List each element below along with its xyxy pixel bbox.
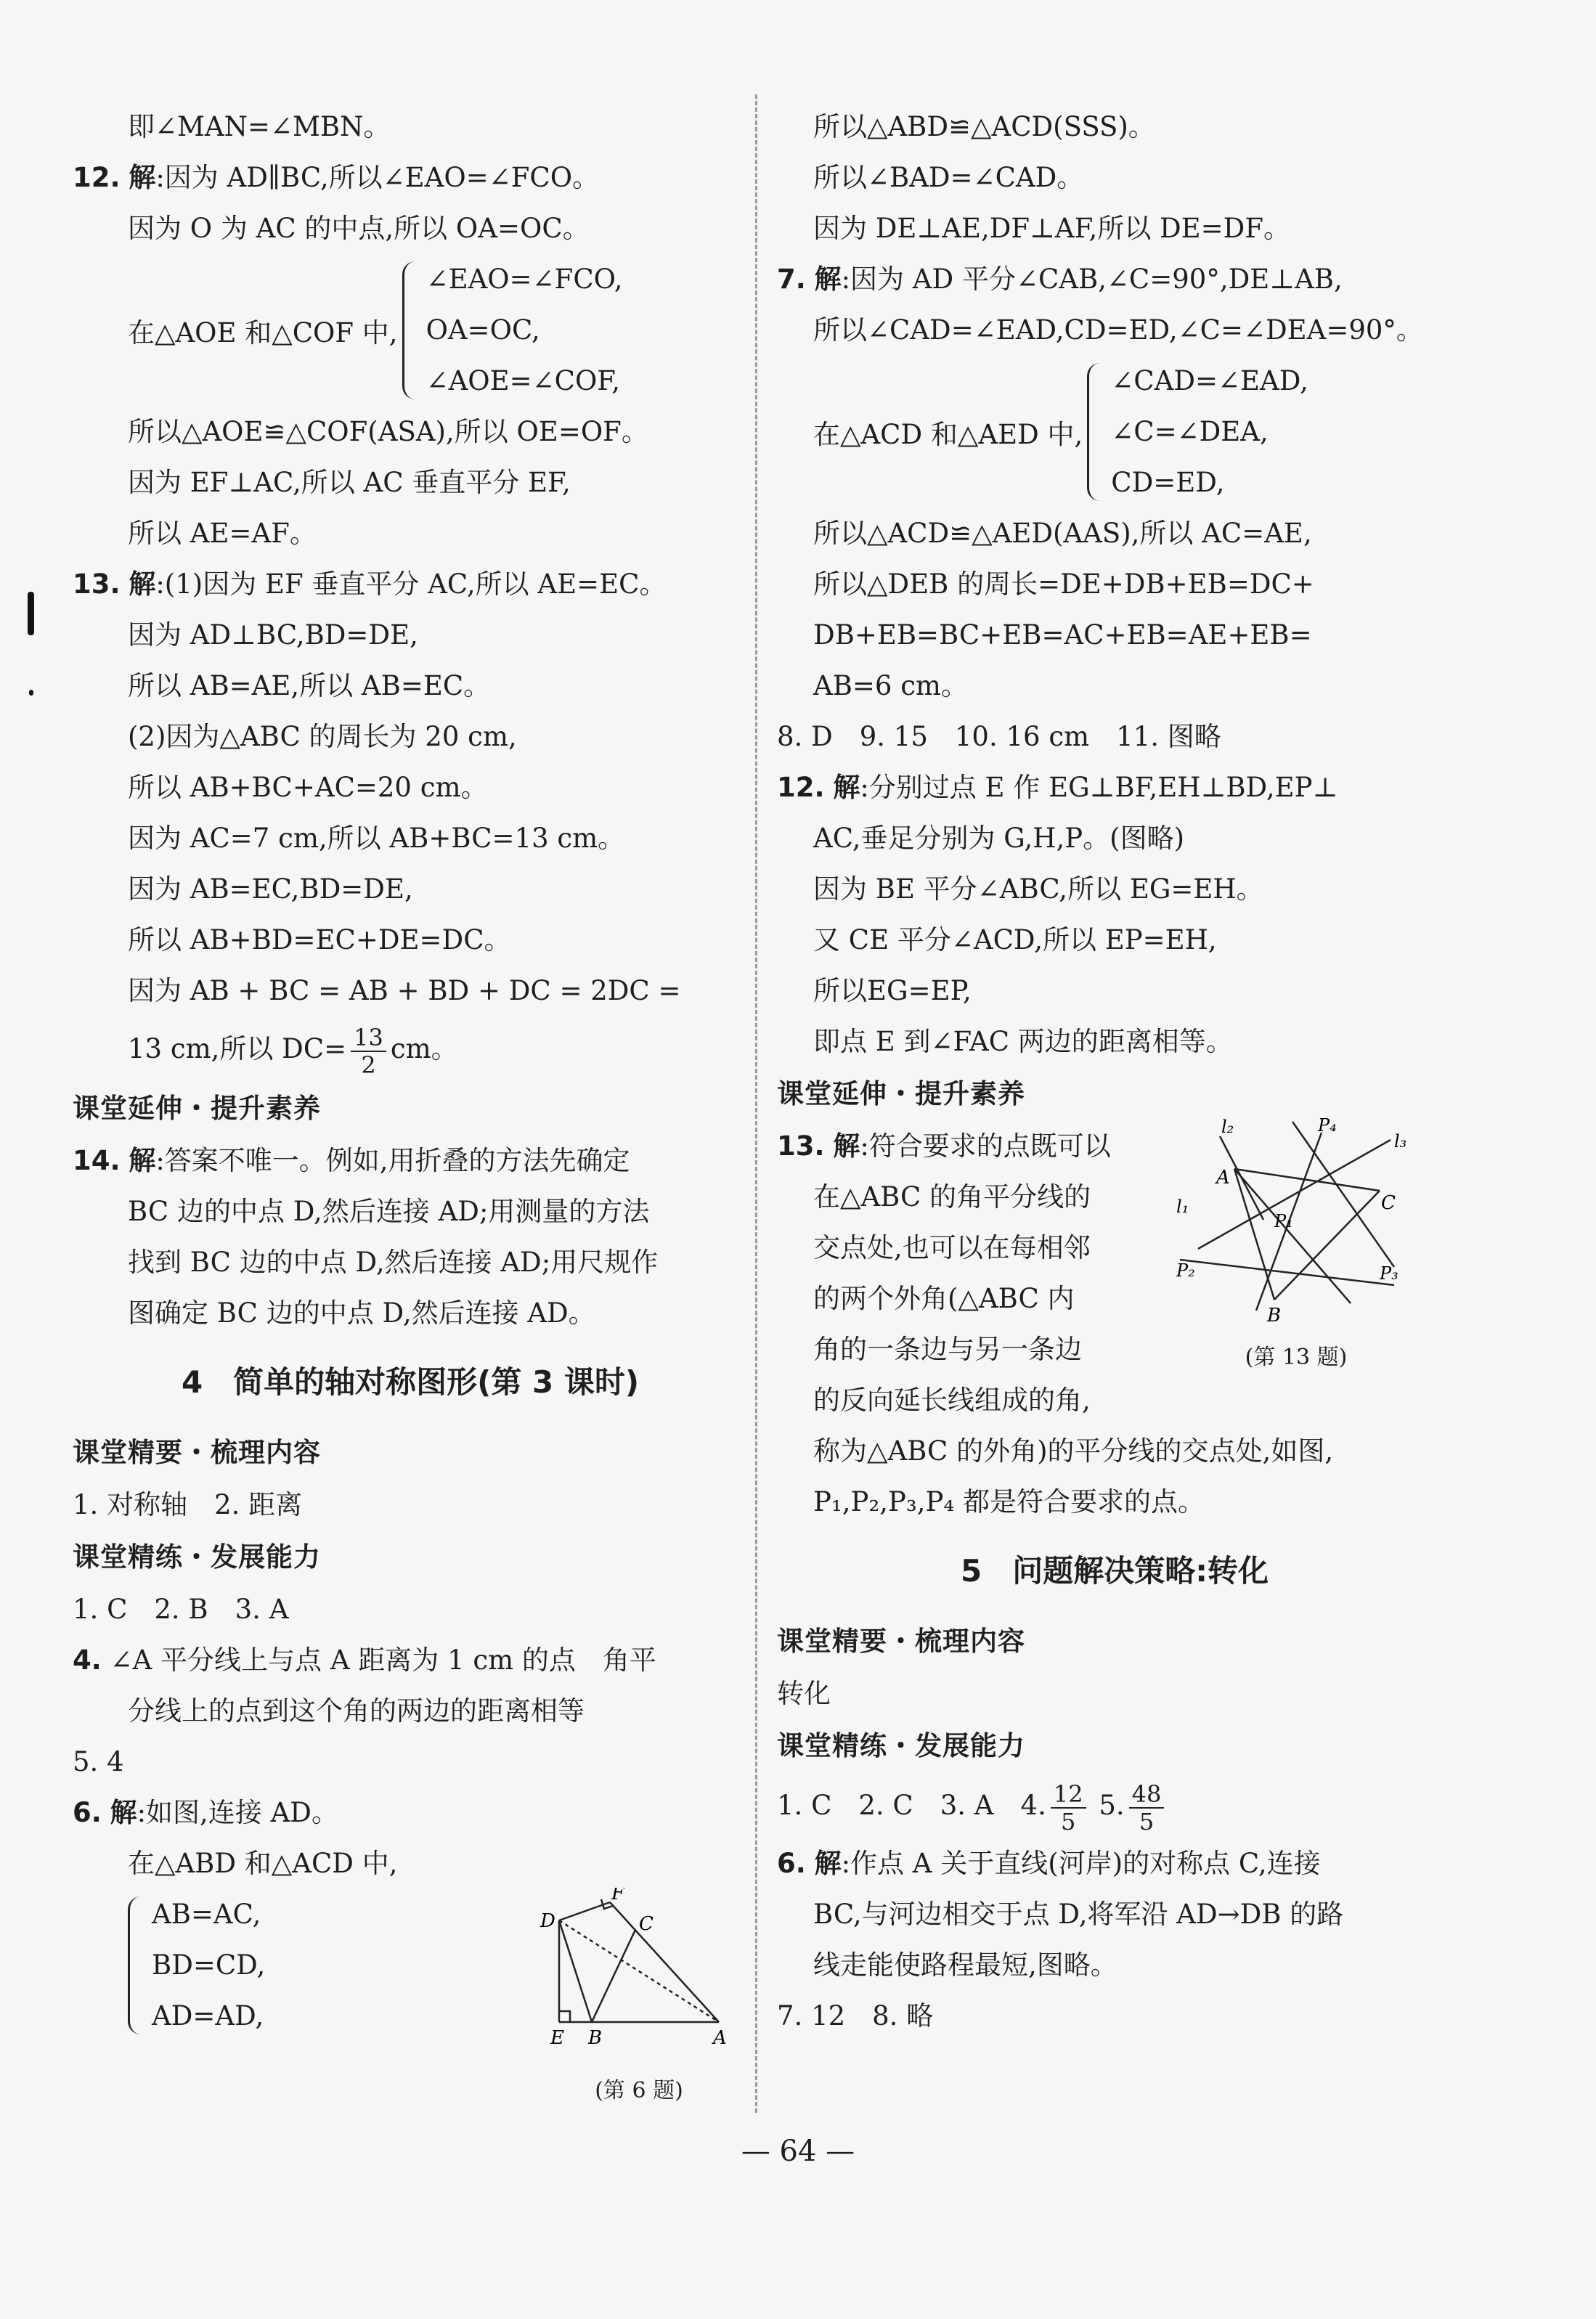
text-line: 所以 AB+BC+AC=20 cm。 <box>128 772 488 803</box>
question-number: 13. <box>73 568 121 600</box>
answer-line: 7. 12 8. 略 <box>777 2000 934 2031</box>
text-line: 因为 AB + BC = AB + BD + DC = 2DC = <box>128 975 681 1006</box>
system-item: AD=AD, <box>152 2000 264 2031</box>
text-line: 因为 AD⊥BC,BD=DE, <box>128 619 418 651</box>
solution-label: 解 <box>129 568 156 600</box>
brace-icon <box>128 1896 146 2034</box>
text-line: (2)因为△ABC 的周长为 20 cm, <box>128 721 517 752</box>
text: :因为 AD∥BC,所以∠EAO=∠FCO。 <box>155 162 600 193</box>
section-heading: 课堂延伸・提升素养 <box>777 1078 1025 1109</box>
text-line: BC,与河边相交于点 D,将军沿 AD→DB 的路 <box>813 1899 1344 1930</box>
text-line: 即∠MAN=∠MBN。 <box>128 111 391 142</box>
solution-label: 解 <box>833 772 860 803</box>
label-l1: l₁ <box>1176 1197 1189 1217</box>
label-A: A <box>1216 1167 1230 1189</box>
text-line: 所以∠BAD=∠CAD。 <box>813 162 1084 193</box>
label-B: B <box>1267 1305 1282 1326</box>
question-number: 12. <box>73 162 121 193</box>
right-column <box>777 102 1452 2042</box>
fraction-denominator: 2 <box>361 1051 376 1079</box>
text-line: 分线上的点到这个角的两边的距离相等 <box>128 1695 585 1727</box>
question-number: 6. <box>777 1848 806 1879</box>
text-line: 交点处,也可以在每相邻 <box>813 1232 1091 1263</box>
page-number: — 64 — <box>741 2135 855 2168</box>
label-D: D <box>540 1910 555 1932</box>
scan-mark <box>28 592 34 635</box>
answer-line <box>777 1773 1452 1838</box>
figure-q13-diagram <box>1176 1118 1416 1336</box>
section-heading: 课堂精要・梳理内容 <box>777 1626 1025 1657</box>
label-B: B <box>588 2027 603 2049</box>
text-line: 所以△AOE≌△COF(ASA),所以 OE=OF。 <box>128 416 648 447</box>
label-C: C <box>1381 1192 1396 1214</box>
text-line: 因为 EF⊥AC,所以 AC 垂直平分 EF, <box>128 467 571 498</box>
system-item: OA=OC, <box>426 314 540 346</box>
figure-caption: (第 6 题) <box>595 2078 683 2103</box>
text-line: 即点 E 到∠FAC 两边的距离相等。 <box>813 1026 1233 1057</box>
system-item: ∠EAO=∠FCO, <box>426 264 623 295</box>
text-line: 角的一条边与另一条边 <box>813 1334 1082 1365</box>
text: :因为 AD 平分∠CAB,∠C=90°,DE⊥AB, <box>841 264 1343 295</box>
text: 13 cm,所以 DC= <box>128 1033 347 1064</box>
text-line: 线走能使路程最短,图略。 <box>813 1949 1117 1981</box>
text: :作点 A 关于直线(河岸)的对称点 C,连接 <box>841 1848 1321 1879</box>
answer-line: 1. C 2. B 3. A <box>73 1594 289 1625</box>
label-P1: P₁ <box>1274 1211 1293 1231</box>
question-13 <box>73 559 748 610</box>
solution-label: 解 <box>814 1848 842 1879</box>
equation-system <box>73 254 748 407</box>
question-6 <box>73 1788 748 1838</box>
figure-q13 <box>1176 1118 1416 1379</box>
text: ∠A 平分线上与点 A 距离为 1 cm 的点 角平 <box>110 1645 656 1676</box>
section-heading: 课堂精练・发展能力 <box>73 1541 321 1573</box>
text-line: 因为 O 为 AC 的中点,所以 OA=OC。 <box>128 213 590 244</box>
text: :答案不唯一。例如,用折叠的方法先确定 <box>155 1145 630 1176</box>
text: 5. <box>1099 1790 1125 1821</box>
question-number: 12. <box>777 772 825 803</box>
question-14 <box>73 1136 748 1186</box>
system-item: ∠CAD=∠EAD, <box>1111 365 1308 396</box>
fraction <box>1051 1781 1086 1835</box>
text-line: 又 CE 平分∠ACD,所以 EP=EH, <box>813 924 1217 955</box>
fraction-numerator: 48 <box>1129 1781 1165 1809</box>
question-6 <box>777 1838 1452 1889</box>
text-line <box>73 1016 748 1082</box>
text-line: BC 边的中点 D,然后连接 AD;用测量的方法 <box>128 1196 650 1227</box>
system-item: BD=CD, <box>152 1949 266 1981</box>
question-12 <box>777 762 1452 813</box>
section-heading: 课堂精要・梳理内容 <box>73 1437 321 1468</box>
system-item: ∠C=∠DEA, <box>1111 416 1269 447</box>
system-prefix: 在△AOE 和△COF 中, <box>128 317 398 349</box>
solution-label: 解 <box>129 1145 156 1176</box>
text-line: 因为 AC=7 cm,所以 AB+BC=13 cm。 <box>128 823 625 854</box>
figure-q6-diagram <box>530 1888 748 2069</box>
text-line: 的两个外角(△ABC 内 <box>813 1283 1075 1314</box>
question-number: 6. <box>73 1797 102 1828</box>
question-number: 4. <box>73 1645 102 1676</box>
column-divider <box>755 94 757 2113</box>
system-item: AB=AC, <box>152 1899 261 1930</box>
text-line: 所以 AB=AE,所以 AB=EC。 <box>128 670 491 701</box>
section-heading: 课堂精练・发展能力 <box>777 1730 1025 1761</box>
text-line: 所以△ACD≌△AED(AAS),所以 AC=AE, <box>813 518 1312 549</box>
system-prefix: 在△ACD 和△AED 中, <box>813 419 1083 450</box>
brace-icon <box>1087 363 1105 501</box>
figure-caption: (第 13 题) <box>1245 1345 1348 1370</box>
question-7 <box>777 254 1452 305</box>
text-line: 因为 DE⊥AE,DF⊥AF,所以 DE=DF。 <box>813 213 1291 244</box>
text-line: 因为 AB=EC,BD=DE, <box>128 873 413 905</box>
system-item: CD=ED, <box>1111 467 1225 498</box>
label-P4: P₄ <box>1318 1118 1337 1136</box>
label-P2: P₂ <box>1176 1260 1195 1281</box>
text: :符合要求的点既可以 <box>860 1130 1111 1162</box>
section-heading: 课堂延伸・提升素养 <box>73 1093 321 1124</box>
scan-mark <box>29 690 33 696</box>
left-column <box>73 102 748 2042</box>
solution-label: 解 <box>129 162 156 193</box>
answer-line: 8. D 9. 15 10. 16 cm 11. 图略 <box>777 721 1221 752</box>
question-4 <box>73 1635 748 1686</box>
answer-line: 1. 对称轴 2. 距离 <box>73 1489 303 1520</box>
fraction-denominator: 5 <box>1139 1807 1155 1835</box>
label-E: E <box>550 2027 564 2049</box>
system-item: ∠AOE=∠COF, <box>426 365 620 396</box>
question-12 <box>73 152 748 203</box>
answer-line: 5. 4 <box>73 1746 124 1777</box>
text-line: 所以∠CAD=∠EAD,CD=ED,∠C=∠DEA=90°。 <box>813 314 1423 346</box>
label-l2: l₂ <box>1221 1118 1234 1137</box>
label-P3: P₃ <box>1380 1263 1398 1284</box>
question-number: 7. <box>777 264 806 295</box>
text: 1. C 2. C 3. A 4. <box>777 1790 1046 1821</box>
text-line: 所以△ABD≌△ACD(SSS)。 <box>813 111 1155 142</box>
text-line: DB+EB=BC+EB=AC+EB=AE+EB= <box>813 619 1312 651</box>
equation-system <box>777 356 1452 508</box>
text: :如图,连接 AD。 <box>137 1797 338 1828</box>
figure-q6 <box>530 1888 748 2106</box>
text-line: 的反向延长线组成的角, <box>813 1385 1091 1416</box>
text-line: 称为△ABC 的外角)的平分线的交点处,如图, <box>813 1435 1334 1467</box>
text-line: AB=6 cm。 <box>813 670 969 701</box>
text-line: 所以EG=EP, <box>813 975 972 1006</box>
fraction-denominator: 5 <box>1061 1807 1076 1835</box>
text: cm。 <box>390 1033 458 1064</box>
text: :分别过点 E 作 EG⊥BF,EH⊥BD,EP⊥ <box>860 772 1338 803</box>
label-l3: l₃ <box>1394 1131 1407 1152</box>
label-C: C <box>639 1913 654 1935</box>
question-number: 13. <box>777 1130 825 1162</box>
text-line: 因为 BE 平分∠ABC,所以 EG=EH。 <box>813 873 1263 905</box>
text: :(1)因为 EF 垂直平分 AC,所以 AE=EC。 <box>155 568 667 600</box>
text-line: 所以 AB+BD=EC+DE=DC。 <box>128 924 511 955</box>
question-number: 14. <box>73 1145 121 1176</box>
solution-label: 解 <box>814 264 842 295</box>
fraction <box>351 1024 386 1078</box>
text-line: 在△ABC 的角平分线的 <box>813 1181 1091 1213</box>
answer-line: 转化 <box>777 1678 831 1709</box>
brace-icon <box>402 261 420 399</box>
chapter-title: 5 问题解决策略:转化 <box>960 1553 1269 1589</box>
fraction <box>1129 1781 1165 1835</box>
label-F: F <box>611 1888 625 1904</box>
text-line: 所以 AE=AF。 <box>128 518 317 549</box>
text-line: 找到 BC 边的中点 D,然后连接 AD;用尺规作 <box>128 1247 659 1278</box>
solution-label: 解 <box>110 1797 137 1828</box>
fraction-numerator: 13 <box>351 1024 386 1052</box>
chapter-title: 4 简单的轴对称图形(第 3 课时) <box>181 1364 640 1400</box>
fraction-numerator: 12 <box>1051 1781 1086 1809</box>
text-line: P₁,P₂,P₃,P₄ 都是符合要求的点。 <box>813 1486 1205 1517</box>
text-line: 图确定 BC 边的中点 D,然后连接 AD。 <box>128 1297 595 1329</box>
solution-label: 解 <box>833 1130 860 1162</box>
text-line: 在△ABD 和△ACD 中, <box>128 1848 398 1879</box>
text-line: 所以△DEB 的周长=DE+DB+EB=DC+ <box>813 568 1314 600</box>
label-A: A <box>713 2027 727 2049</box>
text-line: AC,垂足分别为 G,H,P。(图略) <box>813 823 1185 854</box>
